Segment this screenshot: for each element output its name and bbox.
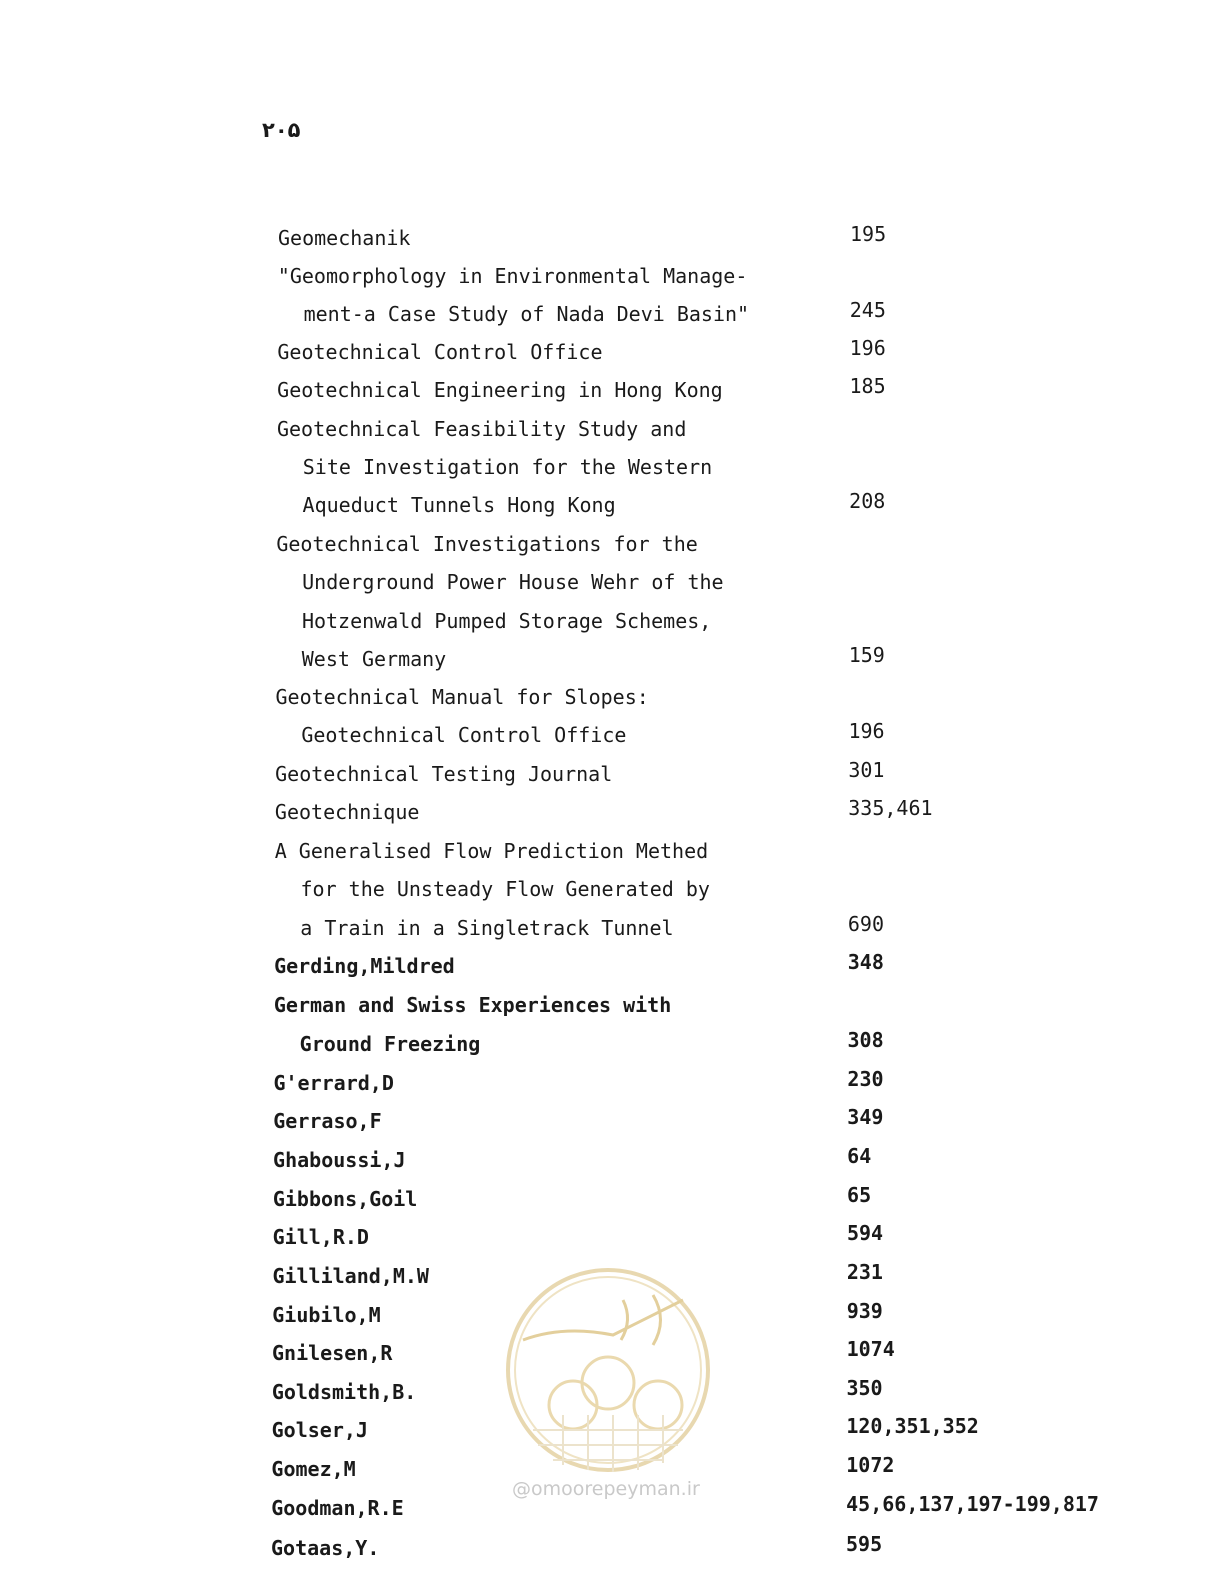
index-entry-title: Gill,R.D: [272, 1225, 369, 1249]
index-entry-title: Gotaas,Y.: [271, 1536, 380, 1560]
index-entry-continuation: for the Unsteady Flow Generated by: [300, 877, 710, 901]
index-entry-title: "Geomorphology in Environmental Manage-: [277, 264, 748, 288]
index-entry-pages: 1072: [846, 1453, 895, 1477]
index-entry-pages: 939: [846, 1299, 883, 1323]
index-entry-pages: 349: [847, 1105, 884, 1129]
index-entry-title: Geotechnical Investigations for the: [276, 532, 698, 556]
index-entry-title: Geotechnical Manual for Slopes:: [275, 685, 649, 709]
index-entry-pages: 185: [849, 374, 886, 398]
index-entry-title: Geomechanik: [278, 226, 411, 250]
index-entry-pages: 231: [846, 1260, 883, 1284]
index-entry-continuation: Site Investigation for the Western: [302, 455, 713, 479]
index-entry-title: Geotechnique: [274, 800, 420, 824]
index-entry-title: Gerraso,F: [273, 1109, 382, 1133]
index-entry-pages: 64: [847, 1144, 872, 1168]
index-entry-pages: 348: [847, 950, 884, 974]
index-entry-title: Goodman,R.E: [271, 1496, 404, 1520]
watermark-caption: @omoorepeyman.ir: [512, 1478, 700, 1500]
index-entry-pages: 196: [849, 336, 886, 360]
index-entry-title: Gnilesen,R: [272, 1341, 393, 1365]
index-entry-pages: 208: [849, 489, 886, 513]
index-entry-pages: 690: [847, 912, 884, 936]
index-entry-pages: 594: [846, 1221, 884, 1245]
index-entry-pages: 595: [846, 1532, 883, 1556]
index-entry-title: Golser,J: [271, 1418, 368, 1442]
index-entry-pages: 301: [848, 758, 885, 782]
index-entry-continuation: Geotechnical Control Office: [301, 723, 627, 747]
index-entry-continuation: a Train in a Singletrack Tunnel: [300, 916, 674, 940]
index-entry-continuation: ment-a Case Study of Nada Devi Basin": [303, 302, 750, 326]
index-entry-title: G'errard,D: [273, 1071, 394, 1095]
page-number: ۲۰۵: [262, 118, 301, 142]
index-entry-title: Geotechnical Control Office: [277, 340, 603, 364]
index-entry-title: Geotechnical Feasibility Study and: [276, 417, 687, 441]
index-entry-title: Gomez,M: [271, 1457, 356, 1481]
publisher-seal: [503, 1265, 713, 1475]
index-entry-pages: 1074: [846, 1337, 895, 1361]
index-entry-pages: 159: [848, 643, 885, 667]
index-entry-pages: 350: [846, 1376, 883, 1400]
index-entry-pages: 230: [847, 1067, 884, 1091]
index-entry-title: Gilliland,M.W: [272, 1264, 429, 1288]
index-entry-title: German and Swiss Experiences with: [273, 993, 672, 1017]
index-entry-pages: 45,66,137,197-199,817: [846, 1492, 1099, 1516]
index-entry-title: Gibbons,Goil: [272, 1187, 418, 1211]
index-entry-continuation: West Germany: [301, 647, 447, 671]
index-entry-pages: 335,461: [848, 796, 933, 820]
index-entry-pages: 65: [847, 1183, 872, 1207]
index-entry-pages: 245: [849, 298, 886, 322]
index-entry-title: Ghaboussi,J: [273, 1148, 406, 1172]
index-entry-continuation: Hotzenwald Pumped Storage Schemes,: [301, 609, 712, 633]
index-entry-title: Geotechnical Engineering in Hong Kong: [277, 378, 723, 402]
index-entry-pages: 196: [848, 719, 885, 743]
index-entry-continuation: Ground Freezing: [299, 1032, 481, 1056]
index-entry-title: Giubilo,M: [272, 1303, 381, 1327]
index-entry-pages: 308: [847, 1028, 884, 1052]
index-entry-title: Geotechnical Testing Journal: [275, 762, 613, 786]
index-entry-continuation: Underground Power House Wehr of the: [302, 570, 724, 594]
index-entry-title: A Generalised Flow Prediction Methed: [274, 839, 709, 863]
index-entry-title: Goldsmith,B.: [271, 1380, 417, 1404]
index-entry-title: Gerding,Mildred: [274, 954, 455, 978]
index-entry-pages: 195: [850, 222, 887, 246]
index-entry-continuation: Aqueduct Tunnels Hong Kong: [302, 493, 616, 517]
index-entry-pages: 120,351,352: [846, 1414, 979, 1438]
